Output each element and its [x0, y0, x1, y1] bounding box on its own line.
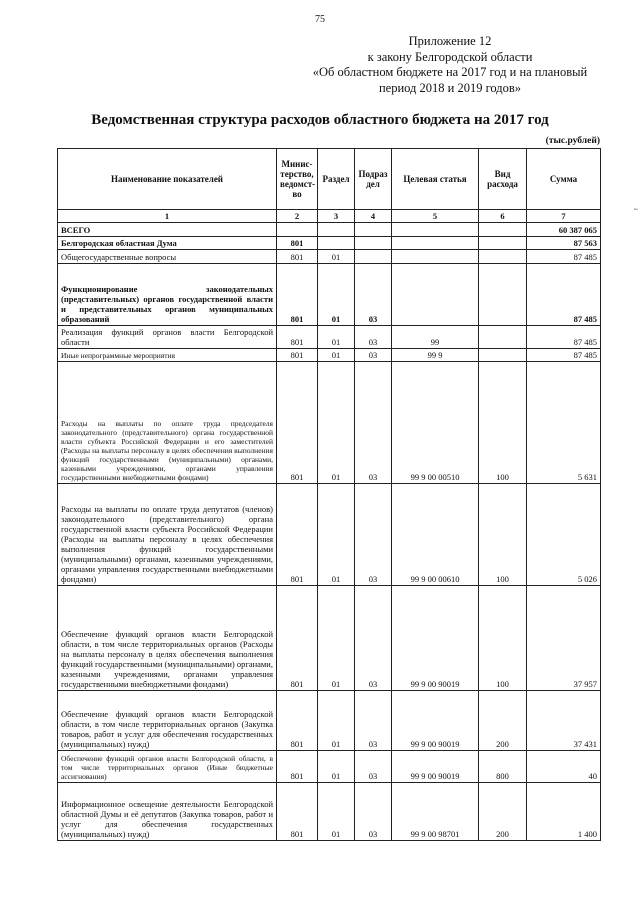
column-number: 2 — [277, 210, 318, 223]
cell-section: 01 — [318, 250, 355, 264]
cell-subsection: 03 — [355, 264, 392, 326]
cell-type: 800 — [479, 751, 527, 783]
cell-type — [479, 237, 527, 250]
cell-sum: 87 485 — [527, 349, 601, 362]
cell-target: 99 9 00 90019 — [392, 586, 479, 691]
cell-name: Функционирование законодательных (представительных) органов государственной власти и представительных органов муниципальных образований — [58, 264, 277, 326]
cell-sum: 37 957 — [527, 586, 601, 691]
table-row — [58, 783, 601, 841]
cell-sum: 87 485 — [527, 326, 601, 349]
cell-section — [318, 223, 355, 237]
cell-target: 99 9 00 90019 — [392, 691, 479, 751]
cell-target — [392, 237, 479, 250]
cell-section: 01 — [318, 349, 355, 362]
cell-name: Расходы на выплаты по оплате труда депутатов (членов) законодательного (представительного) органа государственной власти субъекта Российской Федерации (Расходы на выплаты персоналу в целях обеспечения выполнения функций государственными (муниципальными) органами, казенными учреждениями, органами управления государственными внебюджетными фондами) — [58, 484, 277, 586]
cell-ministry: 801 — [277, 349, 318, 362]
table-row — [58, 362, 601, 484]
header-target: Целевая статья — [392, 149, 479, 210]
cell-sum: 40 — [527, 751, 601, 783]
column-number: 1 — [58, 210, 277, 223]
table-row — [58, 264, 601, 326]
cell-target — [392, 250, 479, 264]
header-subsection: Подраз дел — [355, 149, 392, 210]
table-row — [58, 223, 601, 237]
table-row — [58, 484, 601, 586]
cell-subsection: 03 — [355, 751, 392, 783]
table-row — [58, 237, 601, 250]
appendix-line-4: период 2018 и 2019 годов» — [378, 80, 522, 95]
cell-target — [392, 264, 479, 326]
header-sum: Сумма — [527, 149, 601, 210]
scan-mark: ~ — [633, 205, 638, 214]
table-row — [58, 586, 601, 691]
column-number-row — [58, 210, 601, 223]
cell-type: 200 — [479, 783, 527, 841]
cell-subsection: 03 — [355, 783, 392, 841]
cell-name: Обеспечение функций органов власти Белгородской области, в том числе территориальных органов (Закупка товаров, работ и услуг для обеспечения государственных (муниципальных) нужд) — [58, 691, 277, 751]
cell-name: Реализация функций органов власти Белгородской области — [58, 326, 277, 349]
cell-name: Иные непрограммные мероприятия — [58, 349, 277, 362]
cell-sum: 5 026 — [527, 484, 601, 586]
header-ministry: Минис-терство, ведомст-во — [277, 149, 318, 210]
cell-target: 99 9 00 00610 — [392, 484, 479, 586]
cell-type: 100 — [479, 484, 527, 586]
cell-ministry: 801 — [277, 691, 318, 751]
cell-ministry: 801 — [277, 484, 318, 586]
cell-target: 99 — [392, 326, 479, 349]
table-row — [58, 691, 601, 751]
appendix-line-2: к закону Белгородской области — [367, 49, 533, 64]
cell-type — [479, 250, 527, 264]
table-row — [58, 326, 601, 349]
cell-ministry: 801 — [277, 250, 318, 264]
cell-sum: 87 485 — [527, 250, 601, 264]
header-row — [58, 149, 601, 210]
cell-target: 99 9 — [392, 349, 479, 362]
cell-target: 99 9 00 98701 — [392, 783, 479, 841]
cell-section: 01 — [318, 691, 355, 751]
cell-type: 200 — [479, 691, 527, 751]
cell-section: 01 — [318, 751, 355, 783]
cell-ministry: 801 — [277, 362, 318, 484]
table-row — [58, 751, 601, 783]
cell-sum: 87 485 — [527, 264, 601, 326]
cell-section: 01 — [318, 264, 355, 326]
cell-type: 100 — [479, 586, 527, 691]
appendix-line-3: «Об областном бюджете на 2017 год и на плановый — [312, 65, 588, 79]
units-label: (тыс.рублей) — [545, 136, 600, 146]
cell-name: Обеспечение функций органов власти Белгородской области, в том числе территориальных органов (Иные бюджетные ассигнования) — [58, 751, 277, 783]
header-type: Вид расхода — [479, 149, 527, 210]
cell-section — [318, 237, 355, 250]
cell-sum: 87 563 — [527, 237, 601, 250]
appendix-block — [300, 34, 600, 96]
cell-ministry: 801 — [277, 237, 318, 250]
cell-name: Расходы на выплаты по оплате труда председателя законодательного (представительного) органа государственной власти субъекта Российской Федерации и его заместителей (Расходы на выплаты персоналу в целях обеспечения выполнения функций государственными (муниципальными) органами, казенными учреждениями, органами управления государственными внебюджетными фондами) — [58, 362, 277, 484]
appendix-line-1: Приложение 12 — [408, 34, 492, 48]
cell-type — [479, 326, 527, 349]
cell-type — [479, 264, 527, 326]
column-number: 5 — [392, 210, 479, 223]
column-number: 3 — [318, 210, 355, 223]
document-title: Ведомственная структура расходов областного бюджета на 2017 год — [91, 112, 549, 128]
cell-subsection — [355, 237, 392, 250]
column-number: 7 — [527, 210, 601, 223]
cell-subsection: 03 — [355, 362, 392, 484]
cell-sum: 37 431 — [527, 691, 601, 751]
cell-section: 01 — [318, 484, 355, 586]
cell-ministry: 801 — [277, 586, 318, 691]
cell-subsection: 03 — [355, 691, 392, 751]
cell-sum: 60 387 065 — [527, 223, 601, 237]
cell-ministry: 801 — [277, 326, 318, 349]
cell-name: Белгородская областная Дума — [58, 237, 277, 250]
cell-sum: 5 631 — [527, 362, 601, 484]
cell-section: 01 — [318, 586, 355, 691]
cell-subsection — [355, 250, 392, 264]
cell-name: Обеспечение функций органов власти Белгородской области, в том числе территориальных органов (Расходы на выплаты персоналу в целях обеспечения выполнения функций государственными (муниципальными) органами, казенными учреждениями, органами управления государственными внебюджетными фондами) — [58, 586, 277, 691]
column-number: 4 — [355, 210, 392, 223]
cell-name: ВСЕГО — [58, 223, 277, 237]
cell-sum: 1 400 — [527, 783, 601, 841]
cell-target: 99 9 00 00510 — [392, 362, 479, 484]
cell-ministry: 801 — [277, 751, 318, 783]
cell-target: 99 9 00 90019 — [392, 751, 479, 783]
column-number: 6 — [479, 210, 527, 223]
header-name: Наименование показателей — [58, 149, 277, 210]
cell-section: 01 — [318, 783, 355, 841]
cell-ministry — [277, 223, 318, 237]
cell-name: Информационное освещение деятельности Белгородской областной Думы и её депутатов (Закупка товаров, работ и услуг для обеспечения государственных (муниципальных) нужд) — [58, 783, 277, 841]
cell-type: 100 — [479, 362, 527, 484]
cell-ministry: 801 — [277, 783, 318, 841]
page-number: 75 — [315, 14, 325, 25]
header-section: Раздел — [318, 149, 355, 210]
cell-name: Общегосударственные вопросы — [58, 250, 277, 264]
cell-subsection: 03 — [355, 326, 392, 349]
cell-type — [479, 349, 527, 362]
cell-subsection: 03 — [355, 484, 392, 586]
budget-table — [57, 148, 601, 841]
cell-section: 01 — [318, 362, 355, 484]
table-row — [58, 349, 601, 362]
table-row — [58, 250, 601, 264]
cell-subsection — [355, 223, 392, 237]
cell-ministry: 801 — [277, 264, 318, 326]
cell-subsection: 03 — [355, 586, 392, 691]
cell-type — [479, 223, 527, 237]
cell-subsection: 03 — [355, 349, 392, 362]
cell-target — [392, 223, 479, 237]
cell-section: 01 — [318, 326, 355, 349]
